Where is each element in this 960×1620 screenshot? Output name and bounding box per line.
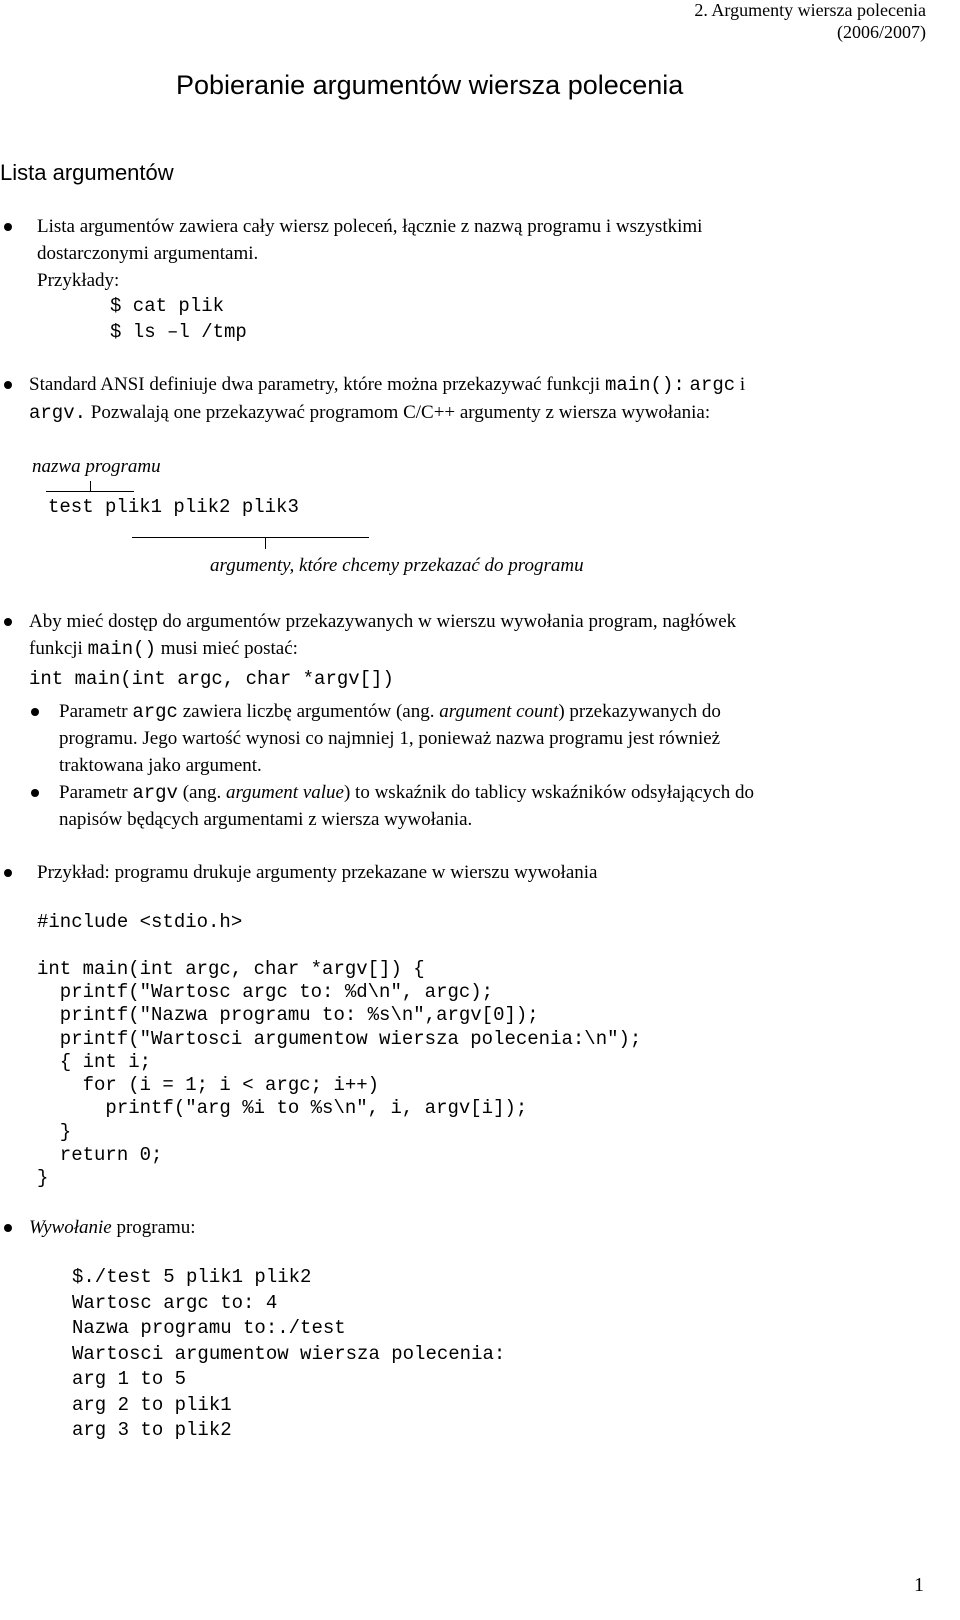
bullet-marker (4, 618, 12, 626)
bullet3-text-a: funkcji (29, 638, 88, 659)
sub1-text-b: zawiera liczbę argumentów (ang. (177, 701, 440, 722)
sub-bullet-marker (31, 789, 39, 797)
page-title: Pobieranie argumentów wiersza polecenia (176, 70, 684, 100)
bullet1-line2: dostarczonymi argumentami. (37, 243, 259, 264)
code-line: { int i; (37, 1050, 152, 1073)
code-line: printf("arg %i to %s\n", i, argv[i]); (37, 1097, 528, 1120)
code-line: printf("Wartosci argumentow wiersza polecenia:\n"); (37, 1027, 642, 1050)
bracket-program-name-tick (90, 481, 91, 491)
bullet-marker (4, 1224, 12, 1232)
code-line: return 0; (37, 1144, 163, 1166)
code-argc-param: argc (132, 701, 178, 723)
sub1-text-a: Parametr (59, 701, 133, 722)
code-main: main(): (604, 374, 685, 396)
example-command-2: $ ls –l /tmp (110, 321, 247, 343)
sub2-line1 (59, 782, 754, 804)
bullet1-line1: Lista argumentów zawiera cały wiersz poleceń, łącznie z nazwą programu i wszystkimi (37, 216, 703, 237)
sub1-line3: traktowana jako argument. (59, 755, 262, 776)
output-line: Wartosc argc to: 4 (72, 1291, 278, 1314)
bullet-marker (4, 869, 12, 877)
label-program-name: nazwa programu (32, 456, 161, 477)
output-line: arg 3 to plik2 (72, 1419, 232, 1441)
bullet1-line3: Przykłady: (37, 270, 120, 291)
output-line: Nazwa programu to:./test (72, 1317, 346, 1339)
bullet2-line1 (29, 374, 745, 396)
bullet-marker (4, 381, 12, 389)
output-line: Wartosci argumentow wiersza polecenia: (72, 1342, 506, 1365)
code-argv-param: argv (132, 782, 178, 804)
code-line: #include <stdio.h> (37, 911, 243, 933)
sub2-text-b: (ang. (177, 782, 226, 803)
sub2-italic: argument value (225, 782, 344, 803)
bracket-arguments (132, 537, 369, 538)
code-argv: argv. (29, 402, 87, 424)
sub2-text-c: ) to wskaźnik do tablicy wskaźników odsyłających do (343, 782, 754, 803)
bullet4-text: Przykład: programu drukuje argumenty przekazane w wierszu wywołania (37, 862, 598, 883)
bullet5-text (29, 1217, 196, 1239)
label-arguments: argumenty, które chcemy przekazać do programu (210, 555, 584, 576)
sub1-italic: argument count (439, 701, 559, 722)
code-line: } (37, 1120, 72, 1143)
bullet2-text-a: Standard ANSI definiuje dwa parametry, które można przekazywać funkcji (29, 374, 605, 395)
running-header-title: 2. Argumenty wiersza polecenia (694, 0, 926, 20)
code-argc: argc (689, 374, 736, 396)
code-line: int main(int argc, char *argv[]) { (37, 957, 425, 980)
main-signature: int main(int argc, char *argv[]) (29, 668, 394, 690)
bullet3-text-b: musi mieć postać: (156, 638, 298, 659)
sub2-text-a: Parametr (59, 782, 133, 803)
page-number: 1 (914, 1574, 924, 1596)
sub1-line2: programu. Jego wartość wynosi co najmniej 1, ponieważ nazwa programu jest również (59, 728, 721, 749)
code-line: for (i = 1; i < argc; i++) (37, 1074, 380, 1097)
bullet2-line2 (29, 402, 710, 424)
bullet5-italic: Wywołanie (29, 1217, 112, 1238)
sub-bullet-marker (31, 708, 39, 716)
bracket-program-name (46, 491, 134, 492)
output-line: $./test 5 plik1 plik2 (72, 1266, 312, 1288)
output-line: arg 2 to plik1 (72, 1393, 232, 1416)
sub2-line2: napisów będących argumentami z wiersza wywołania. (59, 809, 473, 830)
bullet5-rest: programu: (111, 1217, 196, 1238)
bullet2-text-i: i (735, 374, 746, 395)
code-line: printf("Wartosc argc to: %d\n", argc); (37, 980, 494, 1003)
bullet-marker (4, 223, 12, 231)
section-heading: Lista argumentów (0, 160, 174, 185)
sub1-line1 (59, 701, 721, 723)
bullet3-line1: Aby mieć dostęp do argumentów przekazywanych w wierszu wywołania program, nagłówek (29, 611, 737, 632)
code-main-fn: main() (87, 638, 156, 660)
output-line: arg 1 to 5 (72, 1368, 187, 1390)
bullet3-line2 (29, 638, 298, 660)
example-command-1: $ cat plik (110, 295, 225, 317)
code-line: printf("Nazwa programu to: %s\n",argv[0]); (37, 1004, 539, 1027)
running-header-year: (2006/2007) (837, 22, 926, 42)
bracket-arguments-tick (265, 537, 266, 549)
bullet2-text-b: Pozwalają one przekazywać programom C/C++ argumenty z wiersza wywołania: (86, 402, 711, 423)
example-command-line: test plik1 plik2 plik3 (48, 496, 299, 518)
code-line: } (37, 1167, 49, 1190)
sub1-text-c: ) przekazywanych do (558, 701, 721, 722)
